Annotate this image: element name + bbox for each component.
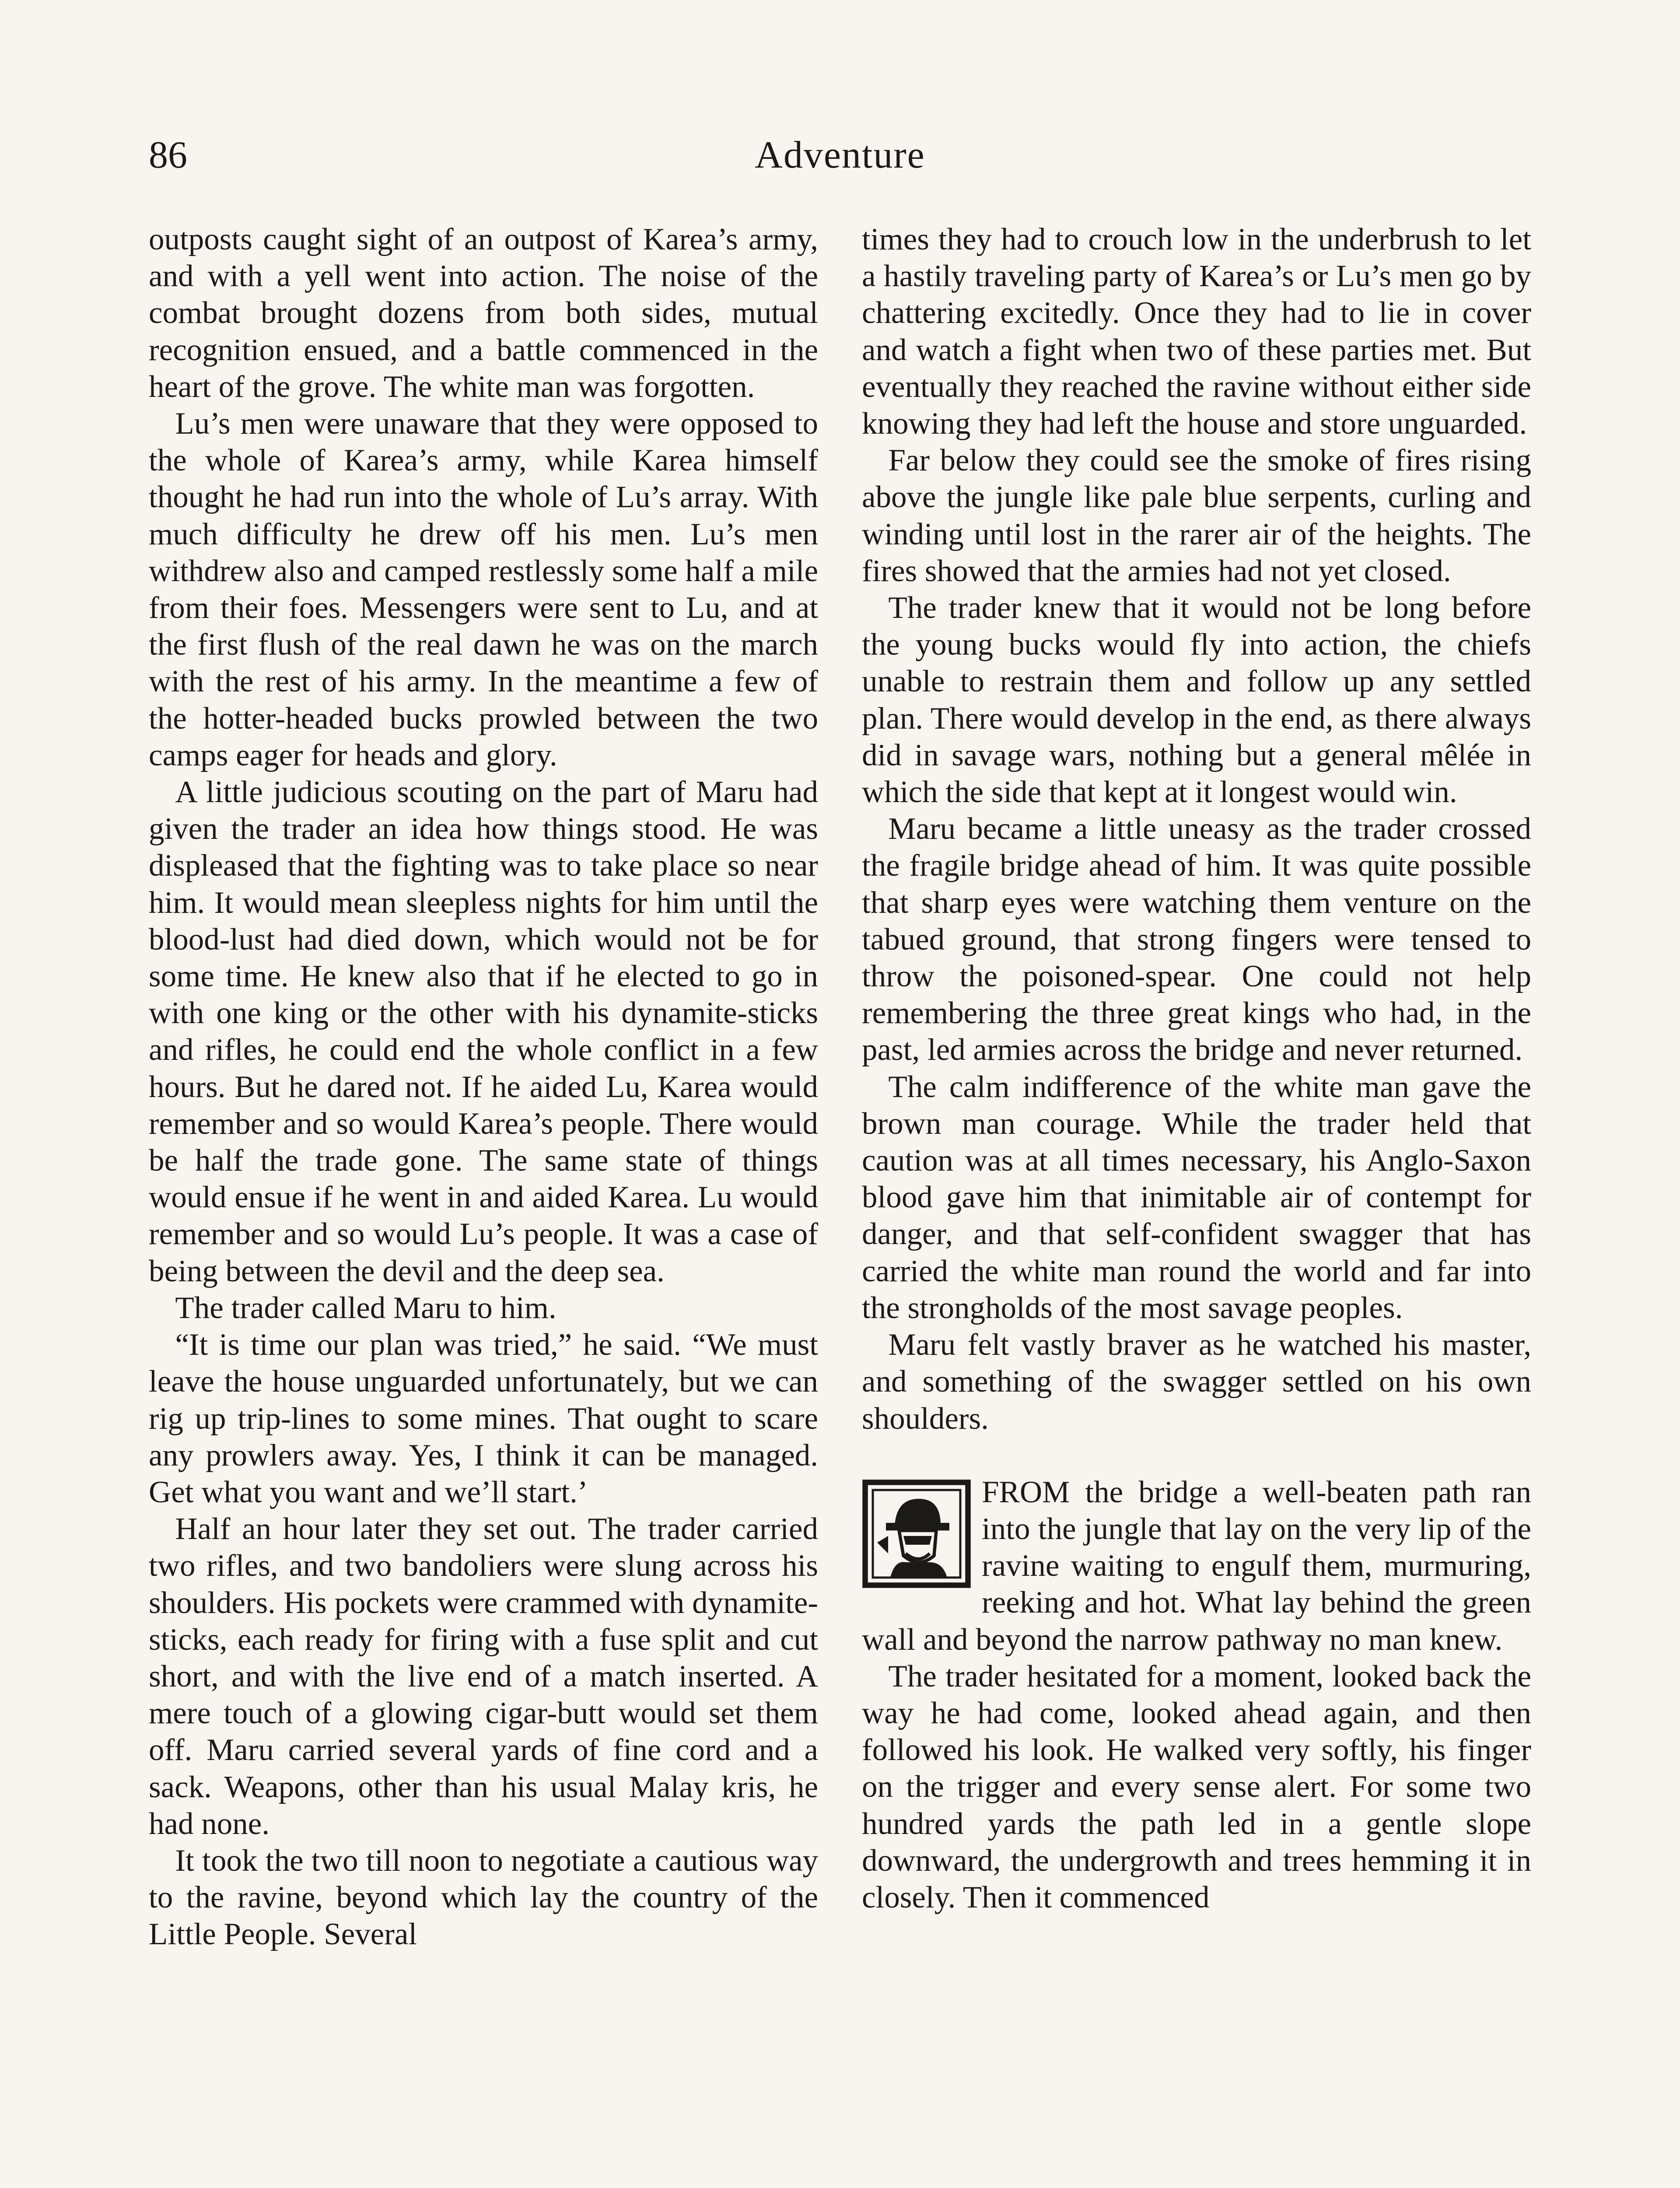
paragraph: Lu’s men were unaware that they were opposed to the whole of Karea’s army, while Karea himself thought he had run into the whole of Lu’s array. With much difficulty he drew off his men. Lu’s men withdrew also and camped restlessly some half a mile from their foes. Messengers were sent to Lu, and at the first flush of the real dawn he was on the march with the rest of his army. In the meantime a few of the hotter-headed bucks prowled between the two camps eager for heads and glory. bbox=[149, 407, 819, 772]
paragraph: “It is time our plan was tried,” he said. “We must leave the house unguarded unfortunately, but we can rig up trip-lines to some mines. That ought to scare any prowlers away. Yes, I think it can be managed. Get what you want and we’ll start.’ bbox=[149, 1328, 818, 1509]
running-title: Adventure bbox=[755, 134, 925, 176]
page-number: 86 bbox=[149, 134, 187, 176]
section-opening-paragraph bbox=[862, 1474, 1531, 1658]
paragraph: Maru became a little uneasy as the trader crossed the fragile bridge ahead of him. It was quite possible that sharp eyes were watching them venture on the tabued ground, that strong fingers were tensed to throw the poisoned-spear. One could not help remembering the three great kings who had, in the past, led armies across the bridge and never returned. bbox=[862, 812, 1531, 1067]
paragraph: times they had to crouch low in the underbrush to let a hastily traveling party of Karea’s or Lu’s men go by chattering excitedly. Once they had to lie in cover and watch a fight when two of these parties met. But eventually they reached the ravine without either side knowing they had left the house and store unguarded. bbox=[862, 222, 1531, 441]
paragraph: It took the two till noon to negotiate a cautious way to the ravine, beyond which lay the country of the Little People. Several bbox=[149, 1843, 818, 1952]
paragraph: The calm indifference of the white man gave the brown man courage. While the trader held that caution was at all times necessary, his Anglo-Saxon blood gave him that inimitable air of contempt for danger, and that self-confident swagger that has carried the white man round the world and far into the strongholds of the most savage peoples. bbox=[862, 1069, 1531, 1325]
paragraph: A little judicious scouting on the part of Maru had given the trader an idea how things stood. He was displeased that the fighting was to take place so near him. It would mean sleepless nights for him until the blood-lust had died down, which would not be for some time. He knew also that if he elected to go in with one king or the other with his dynamite-sticks and rifles, he could end the whole conflict in a few hours. But he dared not. If he aided Lu, Karea would remember and so would Karea’s people. There would be half the trade gone. The same state of things would ensue if he went in and aided Karea. Lu would remember and so would Lu’s people. It was a case of being between the devil and the deep sea. bbox=[149, 775, 818, 1288]
page-header bbox=[149, 131, 1531, 188]
paragraph: Far below they could see the smoke of fires rising above the jungle like pale blue serpents, curling and winding until lost in the rarer air of the heights. The fires showed that the armies had not yet closed. bbox=[862, 443, 1531, 588]
paragraph: The trader hesitated for a moment, looked back the way he had come, looked ahead again, and then followed his look. He walked very softly, his finger on the trigger and every sense alert. For some two hundred yards the path led in a gentle slope downward, the undergrowth and trees hemming it in closely. Then it commenced bbox=[862, 1659, 1531, 1914]
paragraph: outposts caught sight of an outpost of Karea’s army, and with a yell went into action. The noise of the combat brought dozens from both sides, mutual recognition ensued, and a battle commenced in the heart of the grove. The white man was forgotten. bbox=[149, 222, 818, 404]
paragraph: Maru felt vastly braver as he watched his master, and something of the swagger settled on his own shoulders. bbox=[862, 1328, 1531, 1436]
explorer-head-icon bbox=[862, 1479, 971, 1588]
paragraph: The trader knew that it would not be long before the young bucks would fly into action, the chiefs unable to restrain them and follow up any settled plan. There would develop in the end, as there always did in savage wars, nothing but a general mêlée in which the side that kept at it longest would win. bbox=[862, 591, 1531, 810]
paragraph-text: FROM the bridge a well-beaten path ran into the jungle that lay on the very lip of the ravine waiting to engulf them, murmuring, reeking and hot. What lay behind the green wall and beyond the narrow pathway no man knew. bbox=[862, 1475, 1531, 1657]
left-column bbox=[149, 221, 818, 1953]
paragraph: Half an hour later they set out. The trader carried two rifles, and two bandoliers were slung across his shoulders. His pockets were crammed with dynamite-sticks, each ready for firing with a fuse split and cut short, and with the live end of a match inserted. A mere touch of a glowing cigar-butt would set them off. Maru carried several yards of fine cord and a sack. Weapons, other than his usual Malay kris, he had none. bbox=[149, 1512, 818, 1841]
paragraph: The trader called Maru to him. bbox=[175, 1290, 556, 1325]
right-column bbox=[862, 221, 1531, 1916]
